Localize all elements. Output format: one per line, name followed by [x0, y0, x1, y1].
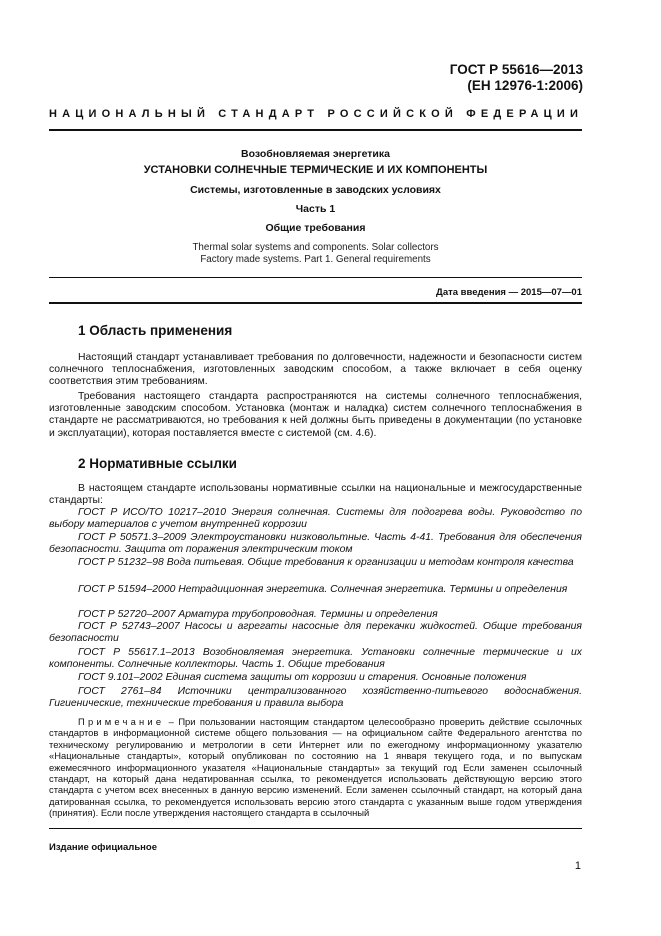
reference-item: ГОСТ Р 52743–2007 Насосы и агрегаты насосные для перекачки жидкостей. Общие требования безопасности [49, 621, 582, 645]
standard-designation [450, 62, 583, 94]
standard-number: ГОСТ Р 55616—2013 [449, 62, 583, 77]
title-part: Часть 1 [295, 203, 336, 215]
title-rule [49, 277, 582, 278]
title-en-line2: Factory made systems. Part 1. General requirements [200, 254, 431, 265]
title-category: Возобновляемая энергетика [241, 148, 390, 160]
page-number: 1 [574, 860, 581, 872]
date-rule [49, 302, 582, 304]
en-standard-number: (EH 12976-1:2006) [467, 78, 583, 93]
footer-rule [49, 828, 582, 829]
section-2-intro: В настоящем стандарте использованы нормативные ссылки на национальные и межгосударственные стандарты: [49, 483, 582, 507]
reference-item: ГОСТ Р 51232–98 Вода питьевая. Общие требования к организации и методам контроля качества [78, 557, 574, 568]
note-text: – При пользовании настоящим стандартом целесообразно проверить действие ссылочных стандартов в информационной системе общего пользования — на официальном сайте Федерального агентства по техническому регулированию и метрологии в сети Интернет или по ежегодному информационному указателю «Национальные стандарты», который опубликован по состоянию на 1 января текущего года, и по выпускам ежемесячного информационного указателя «Национальные стандарты» за текущий год Если заменен ссылочный стандарт, на который дана недатированная ссылка, то рекомендуется использовать действующую версию этого стандарта с учетом всех внесенных в данную версию изменений. Если заменен ссылочный стандарт, на который дана датированная ссылка, то рекомендуется использовать версию этого стандарта с указанным выше годом утверждения (принятия). Если после утверждения настоящего стандарта в ссылочный [49, 716, 582, 819]
reference-item: ГОСТ 2761–84 Источники централизованного хозяйственно-питьевого водоснабжения. Гигиенические, технические требования и правила выбора [49, 686, 582, 710]
reference-item: ГОСТ Р ИСО/ТО 10217–2010 Энергия солнечная. Системы для подогрева воды. Руководство по выбору материалов с учетом внутренней коррозии [49, 507, 582, 531]
header-rule [49, 129, 582, 131]
title-main: УСТАНОВКИ СОЛНЕЧНЫЕ ТЕРМИЧЕСКИЕ И ИХ КОМПОНЕНТЫ [143, 164, 488, 176]
title-sub: Системы, изготовленные в заводских условиях [190, 184, 441, 196]
national-standard-title: НАЦИОНАЛЬНЫЙ СТАНДАРТ РОССИЙСКОЙ ФЕДЕРАЦИИ [49, 108, 584, 120]
note-label: Примечание [78, 716, 165, 727]
note-paragraph [49, 716, 582, 819]
edition-label: Издание официальное [49, 842, 157, 853]
reference-item: ГОСТ Р 51594–2000 Нетрадиционная энергетика. Солнечная энергетика. Термины и определения [78, 584, 568, 595]
section-1-heading: 1 Область применения [78, 323, 233, 338]
reference-item: ГОСТ Р 50571.3–2009 Электроустановки низковольтные. Часть 4-41. Требования для обеспечения безопасности. Защита от поражения электрическим током [49, 532, 582, 556]
reference-item: ГОСТ Р 52720–2007 Арматура трубопроводная. Термины и определения [78, 609, 438, 620]
title-part-name: Общие требования [265, 222, 366, 234]
reference-item: ГОСТ Р 55617.1–2013 Возобновляемая энергетика. Установки солнечные термические и их компоненты. Солнечные коллекторы. Часть 1. Общие требования [49, 647, 582, 671]
title-en-line1: Thermal solar systems and components. Solar collectors [192, 242, 439, 253]
reference-item: ГОСТ 9.101–2002 Единая система защиты от коррозии и старения. Основные положения [78, 672, 527, 683]
introduction-date: Дата введения — 2015—07—01 [436, 287, 582, 298]
section-1-paragraph-1: Настоящий стандарт устанавливает требования по долговечности, надежности и безопасности систем солнечного теплоснабжения, изготовленных заводским способом, а также включает в себя оценку соответствия этим требованиям. [49, 352, 582, 388]
section-2-heading: 2 Нормативные ссылки [78, 456, 237, 471]
section-1-paragraph-2: Требования настоящего стандарта распространяются на системы солнечного теплоснабжения, изготовленные заводским способом. Установка (монтаж и наладка) систем солнечного теплоснабжения в стандарте не рассматриваются, но требования к ней должны быть приведены в документации (по установке и эксплуатации), которая поставляется вместе с системой (см. 4.6). [49, 391, 582, 439]
